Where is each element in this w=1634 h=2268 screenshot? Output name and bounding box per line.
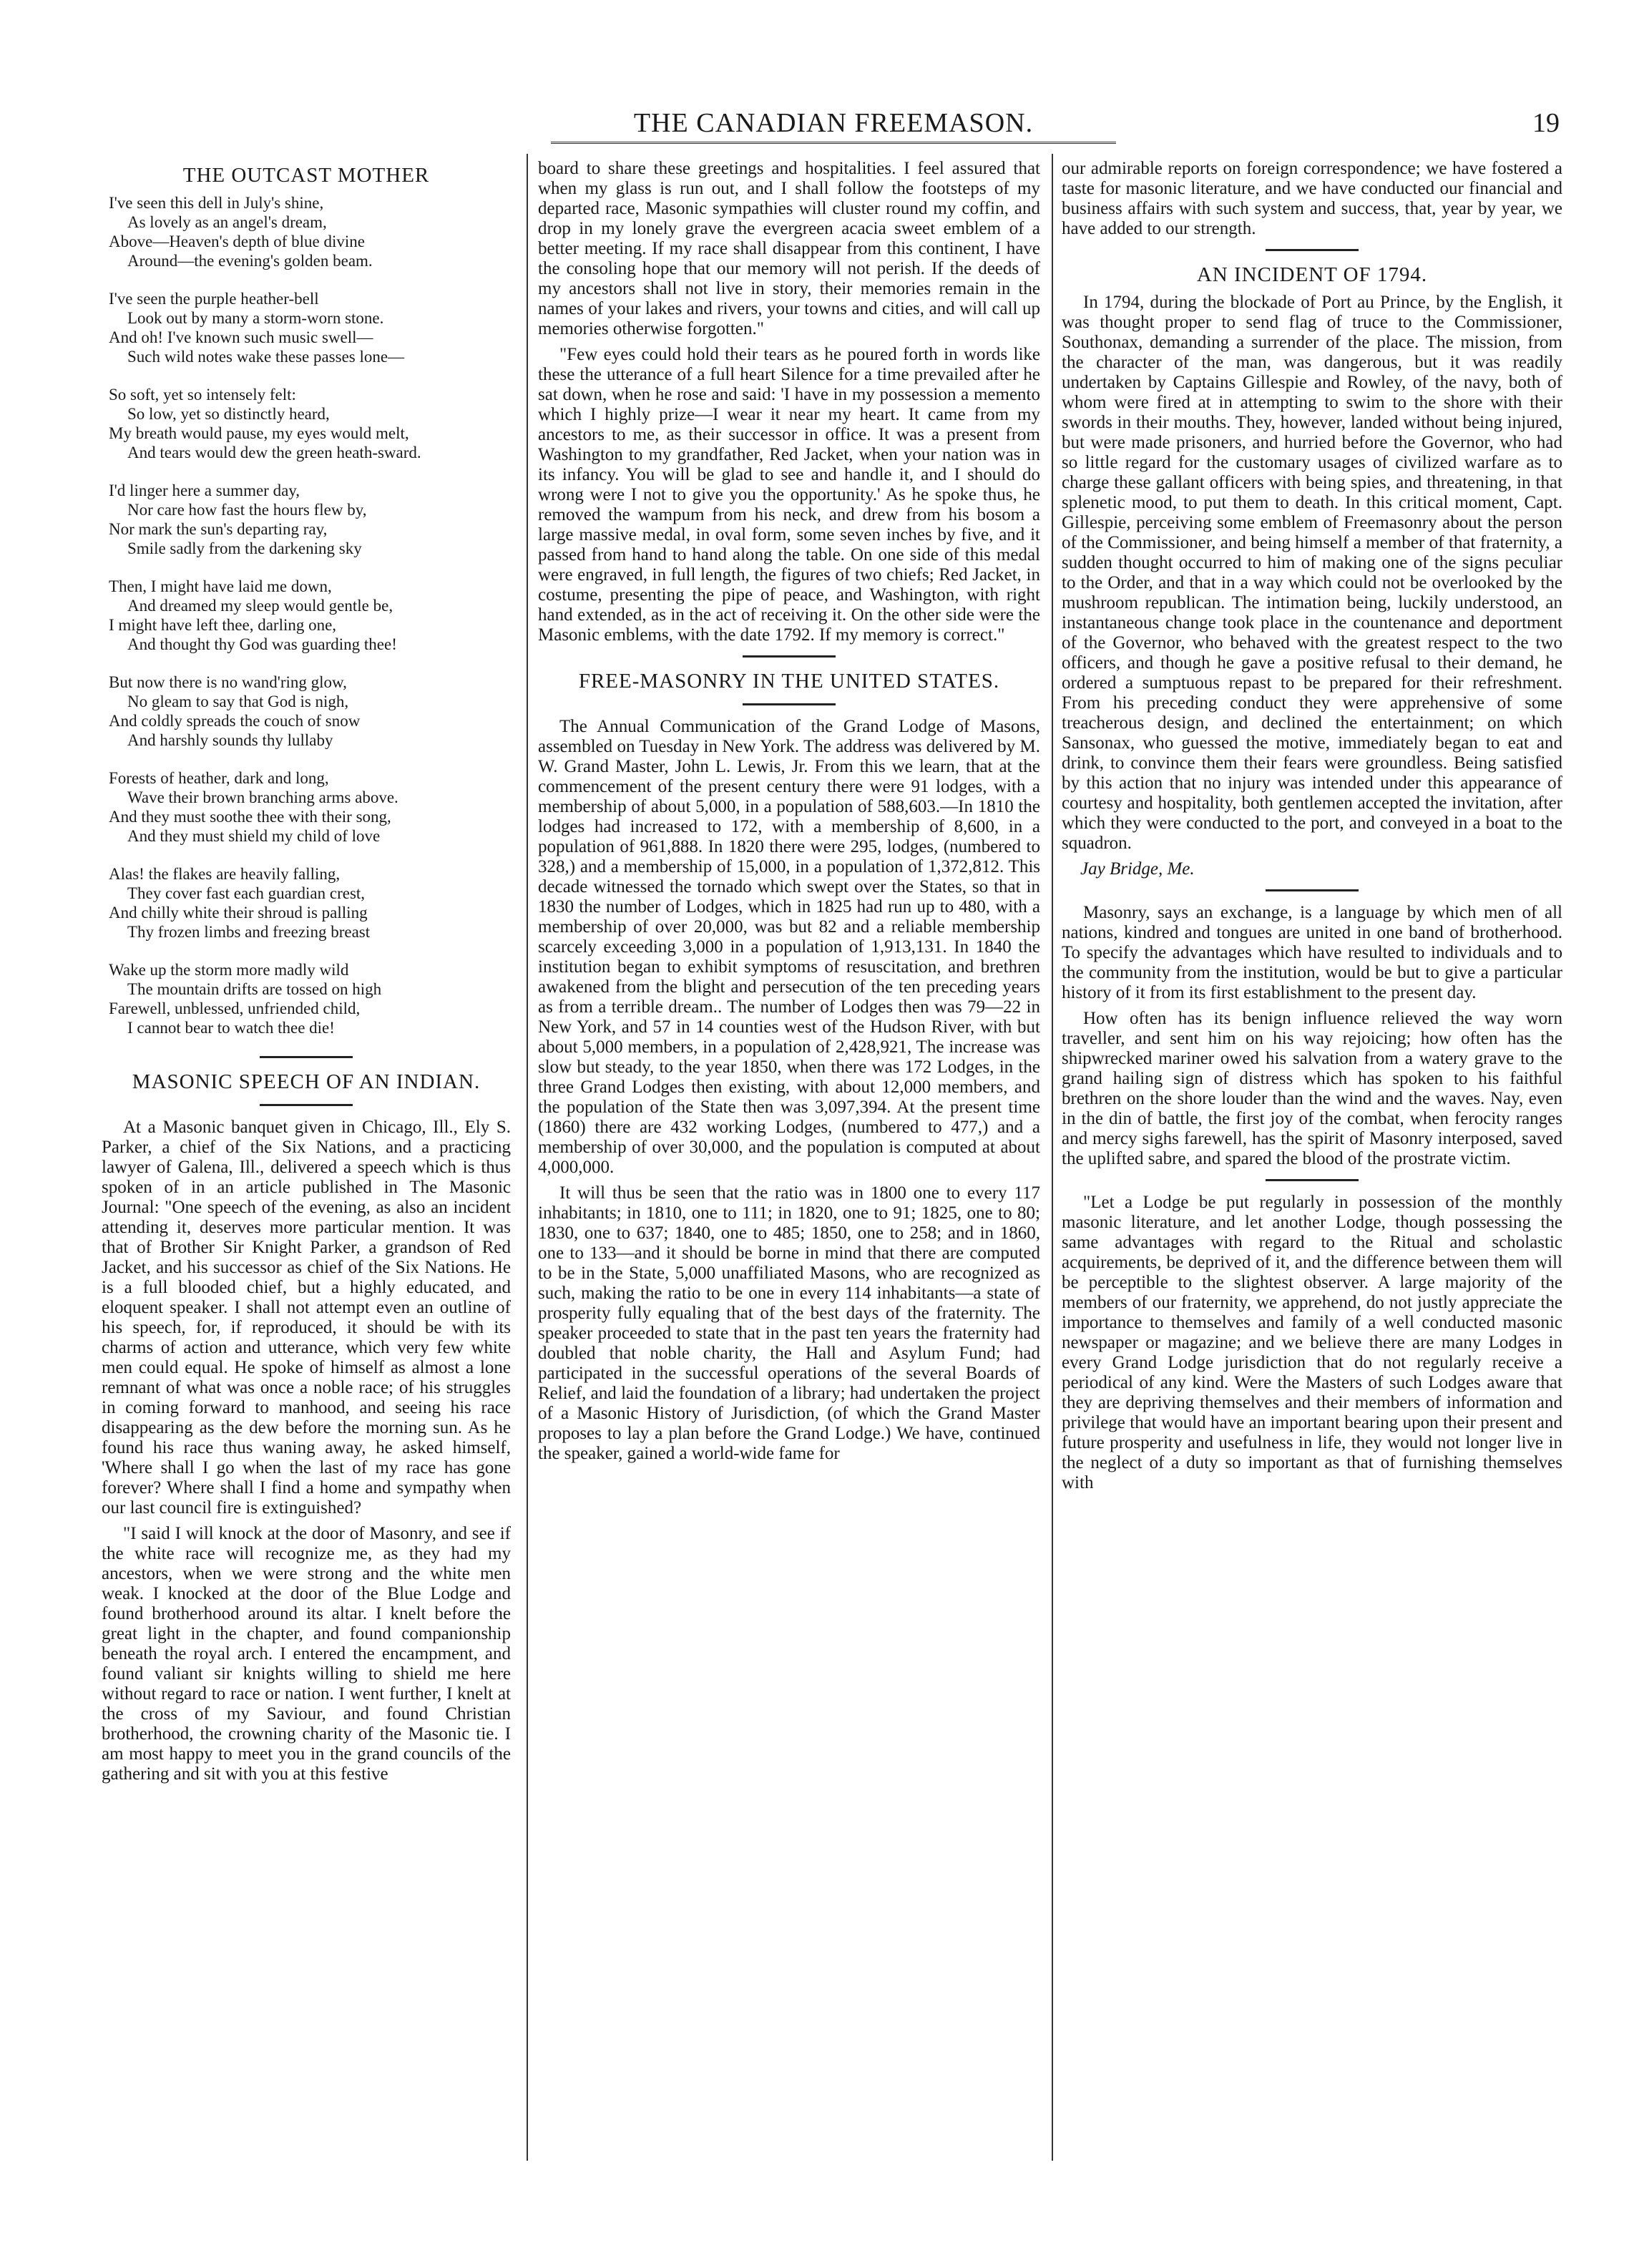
masthead xyxy=(107,107,1560,150)
incident-paragraph: In 1794, during the blockade of Port au Prince, by the English, it was thought proper to send flag of truce to the Commissioner, Southonax, demanding a surrender of the place. The mission, from the character of the man, was dangerous, but it was readily undertaken by Captains Gillespie and Rowley, of the navy, both of whom were fired at in attempting to swim to the shore with their swords in their mouths. They, however, landed without being injured, but were made prisoners, and hurried before the Governor, who had so little regard for the customary usages of civilized warfare as to charge these gallant officers with being spies, and threatening, in that splenetic mood, to put them to death. In this critical moment, Capt. Gillespie, perceiving some emblem of Freemasonry about the person of the Commissioner, and being himself a member of that fraternity, a sudden thought occurred to him of making one of the signs peculiar to the Order, and that in a way which could not be overlooked by the mushroom republican. The intimation being, luckily understood, an instantaneous change took place in the countenance and deportment of the Governor, who behaved with the greatest respect to the two officers, and though he gave a positive refusal to their demand, he ordered a sumptuous repast to be prepared for their refreshment. From his preceding conduct they were apprehensive of some treacherous design, and declined the entertainment; on which Sansonax, who guessed the motive, immediately began to eat and drink, to convince them their fears were groundless. Being satisfied by this action that no injury was intended under this appearance of courtesy and hospitality, both gentlemen accepted the invitation, after which they were conducted to the port, and conveyed in a boat to the squadron. xyxy=(1062,293,1562,853)
masthead-rule xyxy=(551,142,1116,144)
poem-line: Wave their brown branching arms above. xyxy=(127,788,398,806)
section-rule xyxy=(1266,249,1359,251)
poem-title: THE OUTCAST MOTHER xyxy=(182,164,430,187)
poem-line: Smile sadly from the darkening sky xyxy=(127,539,362,557)
poem-line: As lovely as an angel's dream, xyxy=(127,213,327,231)
page-number: 19 xyxy=(1532,108,1560,138)
poem-line: Above—Heaven's depth of blue divine xyxy=(109,233,365,250)
poem-line: I cannot bear to watch thee die! xyxy=(127,1019,335,1037)
poem-line: So soft, yet so intensely felt: xyxy=(109,386,296,404)
section-rule xyxy=(1266,889,1359,891)
speech-paragraph: "I said I will knock at the door of Masonry, and see if the white race will recognize me, as they had my ancestors, when we were strong and the white men weak. I knocked at the door of the Blue Lodge and found brotherhood around its altar. I knelt before the great light in the chapter, and found companionship beneath the royal arch. I entered the encampment, and found valiant sir knights willing to shield me here without regard to race or nation. I went further, I knelt at the cross of my Saviour, and found Christian brotherhood, the crowning charity of the Masonic tie. I am most happy to meet you in the grand councils of the gathering and sit with you at this festive xyxy=(102,1524,511,1784)
section-rule xyxy=(260,1056,353,1058)
freemasonry-paragraph: our admirable reports on foreign correspondence; we have fostered a taste for masonic literature, and we have conducted our financial and business affairs with such system and success, that, year by year, we have added to our strength. xyxy=(1062,159,1562,238)
poem-line: I'd linger here a summer day, xyxy=(109,482,300,499)
poem-line: And coldly spreads the couch of snow xyxy=(109,712,361,730)
poem-line: And they must shield my child of love xyxy=(127,827,381,845)
poem-line: I've seen the purple heather-bell xyxy=(109,290,319,308)
poem-line: And harshly sounds thy lullaby xyxy=(127,731,333,749)
incident-signature: Jay Bridge, Me. xyxy=(1080,859,1195,879)
poem-line: And thought thy God was guarding thee! xyxy=(127,635,397,653)
poem-line: Farewell, unblessed, unfriended child, xyxy=(109,999,361,1017)
poem-line: And chilly white their shroud is palling xyxy=(109,904,368,922)
speech-paragraph: board to share these greetings and hospitalities. I feel assured that when my glass is run out, and I shall follow the footsteps of my departed race, Masonic sympathies will cluster round my coffin, and drop in my lonely grave the evergreen acacia sweet emblem of a better meeting. If my race shall disappear from this continent, I have the consoling hope that our memory will not perish. If the deeds of my ancestors shall not live in story, their memories remain in the names of your lakes and rivers, your towns and cities, and will call up memories otherwise forgotten." xyxy=(538,159,1040,338)
poem-line: Nor care how fast the hours flew by, xyxy=(127,501,367,519)
poem-line: I might have left thee, darling one, xyxy=(109,616,337,634)
poem-line: Around—the evening's golden beam. xyxy=(127,252,373,270)
speech-paragraph: At a Masonic banquet given in Chicago, Ill., Ely S. Parker, a chief of the Six Nations, and a practicing lawyer of Galena, Ill., delivered a speech which is thus spoken of in an article published in The Masonic Journal: "One speech of the evening, as also an incident attending it, deserves more particular mention. It was that of Brother Sir Knight Parker, a grandson of Red Jacket, and his successor as chief of the Six Nations. He is a full blooded chief, but a highly educated, and eloquent speaker. I shall not attempt even an outline of his speech, for, if reproduced, it should be with its charms of action and utterance, which very few white men could equal. He spoke of himself as almost a lone remnant of what was once a noble race; of his struggles in coming forward to manhood, and seeing his race disappearing as the dew before the morning sun. As he found his race thus waning away, he asked himself, 'Where shall I go when the last of my race has gone forever? Where shall I find a home and sympathy when our last council fire is extinguished? xyxy=(102,1118,511,1517)
poem-stanza xyxy=(109,768,511,846)
poem-line: Nor mark the sun's departing ray, xyxy=(109,520,328,538)
poem-stanza xyxy=(109,289,511,366)
poem-stanza xyxy=(109,577,511,654)
freemasonry-paragraph: It will thus be seen that the ratio was in 1800 one to every 117 inhabitants; in 1810, one to 111; in 1820, one to 91; 1825, one to 80; 1830, one to 637; 1840, one to 485; 1850, one to 258; and in 1860, one to 133—and it should be borne in mind that there are computed to be in the State, 5,000 unaffiliated Masons, who are recognized as such, making the ratio to be one in every 114 inhabitants—a state of prosperity fully equaling that of the best days of the fraternity. The speaker proceeded to state that in the past ten years the fraternity had doubled that noble charity, the Hall and Asylum Fund; had participated in the successful operations of the several Boards of Relief, and laid the foundation of a library; had undertaken the project of a Masonic History of Jurisdiction, (of which the Grand Master proposes to lay a plan before the Grand Lodge.) We have, continued the speaker, gained a world-wide fame for xyxy=(538,1183,1040,1463)
poem-stanza xyxy=(109,864,511,942)
poem-line: No gleam to say that God is nigh, xyxy=(127,693,349,710)
language-paragraph: How often has its benign influence relieved the way worn traveller, and sent him on his way rejoicing; how often has the shipwrecked mariner owed his salvation from a watery grave to the grand hailing sign of distress which has spoken to his faithful brethren on the shore louder than the wind and the waves. Nay, even in the din of battle, the first joy of the combat, when ferocity ranges and mercy sighs farewell, has the spirit of Masonry interposed, saved the uplifted sabre, and spared the blood of the prostrate victim. xyxy=(1062,1009,1562,1168)
column-left xyxy=(102,159,511,2168)
poem-line: Then, I might have laid me down, xyxy=(109,577,332,595)
poem-line: So low, yet so distinctly heard, xyxy=(127,405,330,423)
speech-title: MASONIC SPEECH OF AN INDIAN. xyxy=(132,1070,481,1093)
section-rule xyxy=(260,1104,353,1106)
poem-line: Forests of heather, dark and long, xyxy=(109,769,329,787)
column-divider xyxy=(527,154,528,2161)
poem-line: Alas! the flakes are heavily falling, xyxy=(109,865,341,883)
lodge-paragraph: "Let a Lodge be put regularly in possession of the monthly masonic literature, and let another Lodge, though possessing the same advantages with regard to the Ritual and scholastic acquirements, be deprived of it, and the difference between them will be perceptible to the slightest observer. A large majority of the members of our fraternity, we apprehend, do not justly appreciate the importance to themselves and family of a well conducted masonic newspaper or magazine; and we believe there are many Lodges in every Grand Lodge jurisdiction that do not regularly receive a periodical of any kind. Were the Masters of such Lodges aware that they are depriving themselves and their members of information and privilege that would have an important bearing upon their present and future prosperity and usefulness in life, they would not longer live in the neglect of a duty so important as that of furnishing themselves with xyxy=(1062,1193,1562,1492)
section-rule xyxy=(743,703,836,705)
poem-body xyxy=(109,193,511,1037)
poem-line: And dreamed my sleep would gentle be, xyxy=(127,597,393,615)
poem-stanza xyxy=(109,673,511,750)
poem-line: They cover fast each guardian crest, xyxy=(127,884,366,902)
poem-stanza xyxy=(109,193,511,270)
poem-stanza xyxy=(109,385,511,462)
newspaper-title: THE CANADIAN FREEMASON. xyxy=(633,108,1034,138)
column-middle xyxy=(538,159,1040,2168)
column-right xyxy=(1062,159,1562,2168)
poem-line: And tears would dew the green heath-sward. xyxy=(127,444,421,461)
section-rule xyxy=(1266,1179,1359,1181)
poem-line: Such wild notes wake these passes lone— xyxy=(127,348,405,366)
poem-stanza xyxy=(109,960,511,1037)
freemasonry-title: FREE-MASONRY IN THE UNITED STATES. xyxy=(578,670,1000,693)
incident-title: AN INCIDENT OF 1794. xyxy=(1196,263,1428,286)
poem-stanza xyxy=(109,481,511,558)
poem-line: And they must soothe thee with their song, xyxy=(109,808,391,826)
poem-line: My breath would pause, my eyes would melt, xyxy=(109,424,409,442)
poem-line: And oh! I've known such music swell— xyxy=(109,328,373,346)
speech-paragraph: "Few eyes could hold their tears as he poured forth in words like these the utterance of a full heart Silence for a time prevailed after he sat down, when he rose and said: 'I have in my possession a memento which I highly prize—I wear it near my heart. It came from my ancestors to me, as their successor in office. It was a present from Washington to my grandfather, Red Jacket, when your nation was in its infancy. You will be glad to see and handle it, and I should do wrong were I not to give you the opportunity.' As he spoke thus, he removed the wampum from his neck, and drew from his bosom a large massive medal, in oval form, some seven inches by five, and it passed from hand to hand along the table. On one side of this medal were engraved, in full length, the figures of two chiefs; Red Jacket, in costume, presenting the pipe of peace, and Washington, with right hand extended, as in the act of receiving it. On the other side were the Masonic emblems, with the date 1792. If my memory is correct." xyxy=(538,345,1040,645)
language-paragraph: Masonry, says an exchange, is a language by which men of all nations, kindred and tongues are united in one band of brotherhood. To specify the advantages which have resulted to individuals and to the community from the institution, would be but to give a particular history of it from its first establishment to the present day. xyxy=(1062,903,1562,1002)
column-divider xyxy=(1052,154,1053,2161)
poem-line: Wake up the storm more madly wild xyxy=(109,961,349,979)
poem-line: Thy frozen limbs and freezing breast xyxy=(127,923,371,941)
poem-line: I've seen this dell in July's shine, xyxy=(109,194,324,212)
freemasonry-paragraph: The Annual Communication of the Grand Lodge of Masons, assembled on Tuesday in New York. The address was delivered by M. W. Grand Master, John L. Lewis, Jr. From this we learn, that at the commencement of the present century there were 91 lodges, with a membership of about 5,000, in a population of 588,603.—In 1810 the lodges had increased to 172, with a membership of 8,600, in a population of 961,888. In 1820 there were 295, lodges, (numbered to 328,) and a membership of 15,000, in a population of 1,372,812. This decade witnessed the tornado which swept over the States, so that in 1830 the number of Lodges, which in 1825 had run up to 480, with a membership of over 20,000, was but 82 and a reliable membership scarcely exceeding 3,000 in a population of 1,913,131. In 1840 the institution began to exhibit symptoms of resuscitation, and brethren awakened from the blight and persecution of the ten preceding years as from a terrible dream.. The number of Lodges then was 79—22 in New York, and 57 in 14 counties west of the Hudson River, with but about 5,000 members, in a population of 2,428,921, The increase was slow but steady, to the year 1850, when there was 172 Lodges, in the three Grand Lodges then existing, with about 12,000 members, and the population of the State then was 3,097,394. At the present time (1860) there are 432 working Lodges, (numbered to 477,) and a membership of over 30,000, and the population is computed at about 4,000,000. xyxy=(538,717,1040,1177)
section-rule xyxy=(743,655,836,658)
poem-line: The mountain drifts are tossed on high xyxy=(127,980,382,998)
poem-line: But now there is no wand'ring glow, xyxy=(109,673,347,691)
poem-line: Look out by many a storm-worn stone. xyxy=(127,309,384,327)
